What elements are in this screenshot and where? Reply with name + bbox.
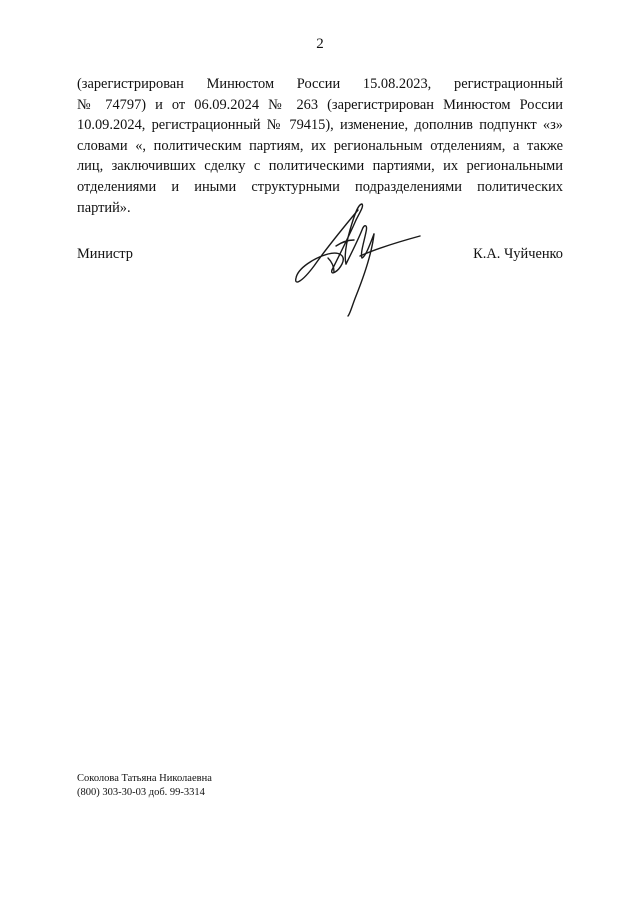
signer-name: К.А. Чуйченко xyxy=(473,246,563,262)
position-title: Министр xyxy=(77,246,133,262)
body-line: отделениями и иными структурными подразделениями политических xyxy=(77,178,563,195)
body-line: (зарегистрирован Минюстом России 15.08.2023, регистрационный xyxy=(77,76,563,92)
body-line: № 74797) и от 06.09.2024 № 263 (зарегистрирован Минюстом России xyxy=(77,96,563,113)
body-line: партий». xyxy=(77,199,131,216)
body-line: 10.09.2024, регистрационный № 79415), изменение, дополнив подпункт «з» xyxy=(77,117,563,134)
handwritten-signature xyxy=(288,196,428,320)
contact-info xyxy=(77,772,212,799)
page-number: 2 xyxy=(316,36,324,52)
body-line: лиц, заключивших сделку с политическими партиями, их региональными xyxy=(77,158,563,175)
contact-name: Соколова Татьяна Николаевна xyxy=(77,773,212,784)
body-line: словами «, политическим партиям, их региональным отделениям, а также xyxy=(77,137,563,154)
contact-phone: (800) 303-30-03 доб. 99-3314 xyxy=(77,786,205,798)
